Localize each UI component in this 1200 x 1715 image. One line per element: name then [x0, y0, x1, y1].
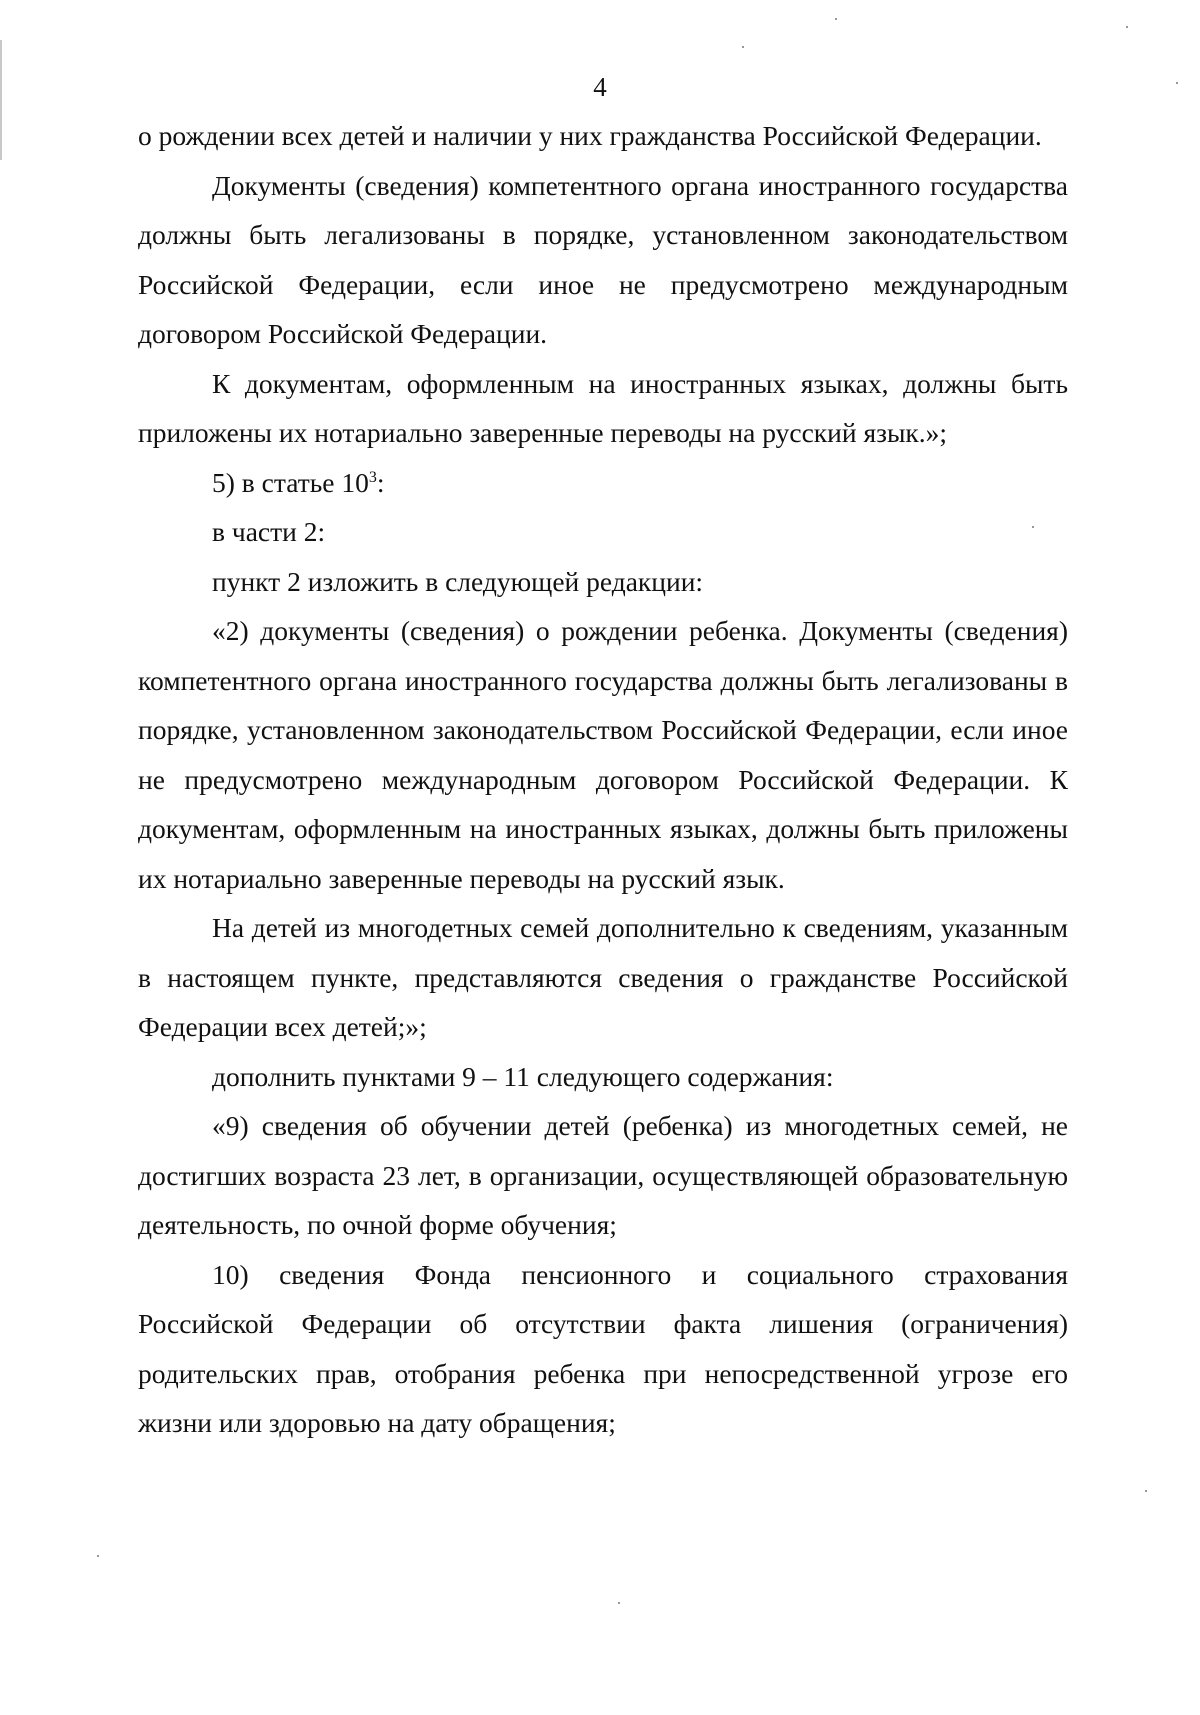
paragraph-item-10: 10) сведения Фонда пенсионного и социального страхования Российской Федерации об отсутствии факта лишения (ограничения) родительских прав, отобрания ребенка при непосредственной угрозе его жизни или здоровью на дату обращения; — [138, 1258, 1068, 1438]
paragraph-continuation: о рождении всех детей и наличии у них гражданства Российской Федерации. — [138, 120, 1042, 151]
paragraph-large-families: На детей из многодетных семей дополнительно к сведениям, указанным в настоящем пункте, представляются сведения о гражданстве Российской Федерации всех детей;»; — [138, 912, 1068, 1042]
article-heading-colon: : — [376, 466, 385, 498]
scan-speck — [742, 46, 744, 48]
paragraph-add-items: дополнить пунктами 9 – 11 следующего содержания: — [212, 1060, 834, 1092]
scan-speck — [618, 1602, 620, 1604]
scan-speck — [835, 18, 837, 20]
scan-speck — [97, 1555, 99, 1557]
paragraph-part-heading: в части 2: — [212, 516, 326, 547]
document-body — [138, 111, 1068, 1448]
paragraph-article-heading — [138, 458, 1068, 508]
paragraph-amend-item-2: пункт 2 изложить в следующей редакции: — [212, 565, 704, 597]
article-superscript: 3 — [368, 468, 377, 486]
paragraph-translations: К документам, оформленным на иностранных языках, должны быть приложены их нотариально заверенные переводы на русский язык.»; — [138, 367, 1068, 448]
scan-speck — [1126, 26, 1128, 28]
paragraph-legalization: Документы (сведения) компетентного органа иностранного государства должны быть легализованы в порядке, установленном законодательством Российской Федерации, если иное не предусмотрено международным договором Российской Федерации. — [138, 169, 1068, 349]
paragraph-item-9: «9) сведения об обучении детей (ребенка) из многодетных семей, не достигших возраста 23 лет, в организации, осуществляющей образовательную деятельность, по очной форме обучения; — [138, 1110, 1068, 1240]
scan-speck — [1145, 1490, 1147, 1492]
page-number: 4 — [593, 72, 607, 102]
article-heading-text: 5) в статье 10 — [212, 466, 369, 498]
paragraph-item-2-text: «2) документы (сведения) о рождении ребенка. Документы (сведения) компетентного органа иностранного государства должны быть легализованы в порядке, установленном законодательством Российской Федерации, если иное не предусмотрено международным договором Российской Федерации. К документам, оформленным на иностранных языках, должны быть приложены их нотариально заверенные переводы на русский язык. — [138, 615, 1068, 894]
